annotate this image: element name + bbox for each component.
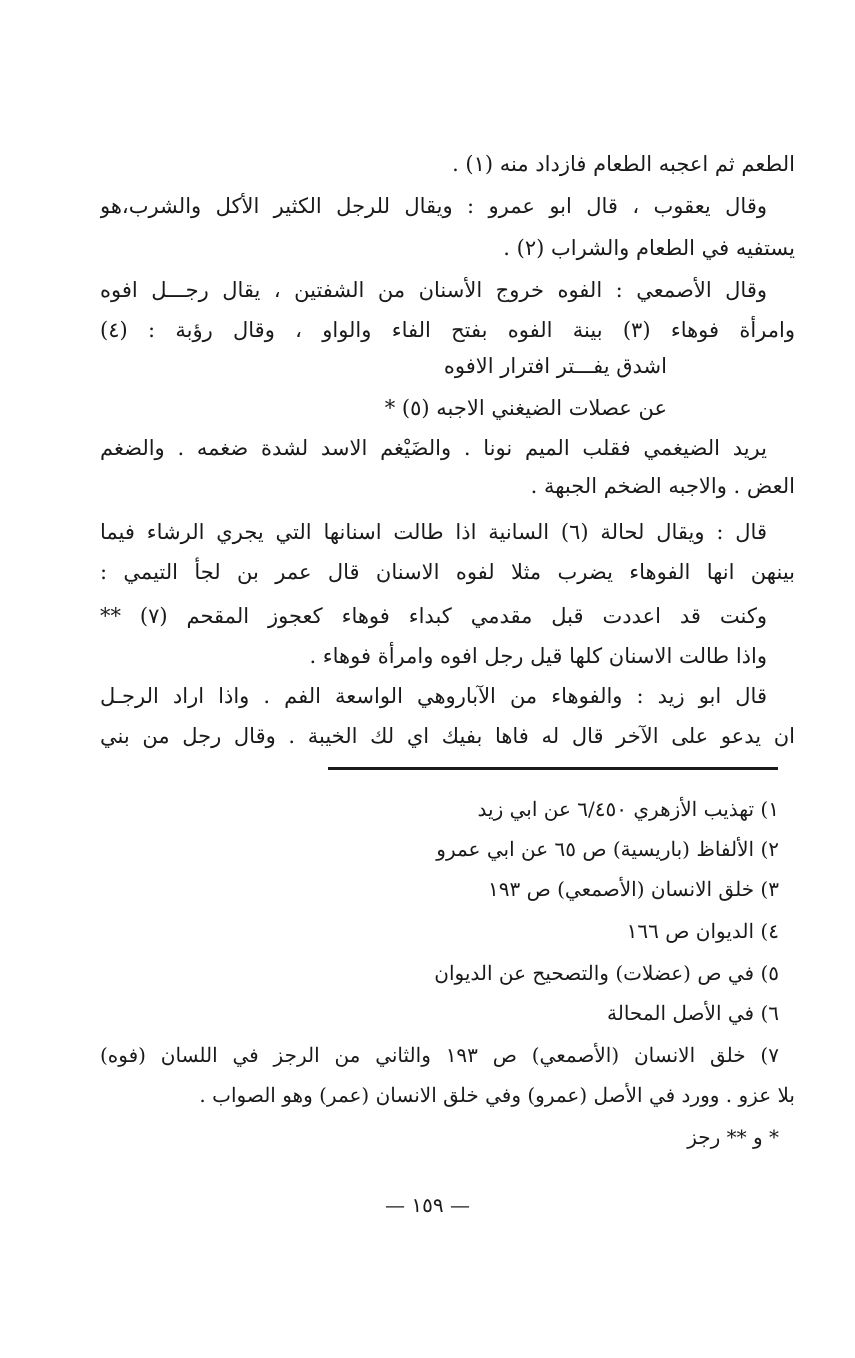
footnote: ١) تهذيب الأزهري ٦/٤٥٠ عن ابي زيد [477,797,779,821]
footnote-divider [328,767,778,770]
footnote: ٦) في الأصل المحالة [607,1001,779,1025]
footnote: ٧) خلق الانسان (الأصمعي) ص ١٩٣ والثاني من الرجز في اللسان (فوه) [100,1043,779,1067]
body-line: يريد الضيغمي فقلب الميم نونا . والضَيْغم الاسد لشدة ضغمه . والضغم [100,436,767,460]
footnote: ٥) في ص (عضلات) والتصحيح عن الديوان [434,961,779,985]
body-line: قال ابو زيد : والفوهاء من الآباروهي الواسعة الفم . واذا اراد الرجـل [100,684,767,708]
footnote: * و ** رجز [687,1125,779,1149]
footnote-continuation: بلا عزو . وورد في الأصل (عمرو) وفي خلق الانسان (عمر) وهو الصواب . [199,1083,795,1107]
body-line: ان يدعو على الآخر قال له فاها بفيك اي لك الخيبة . وقال رجل من بني [100,724,795,748]
body-line: العض . والاجبه الضخم الجبهة . [530,474,795,498]
body-line: وقال الأصمعي : الفوه خروج الأسنان من الشفتين ، يقال رجـــل افوه [100,278,767,302]
footnote: ٣) خلق الانسان (الأصمعي) ص ١٩٣ [487,877,779,901]
verse-line: اشدق يفـــتر افترار الافوه [443,354,667,378]
body-line: واذا طالت الاسنان كلها قيل رجل افوه وامرأة فوهاء . [309,644,767,668]
body-line: قال : ويقال لحالة (٦) السانية اذا طالت اسنانها التي يجري الرشاء فيما [100,520,767,544]
body-line: وامرأة فوهاء (٣) بينة الفوه بفتح الفاء والواو ، وقال رؤبة : (٤) [100,318,795,342]
verse-line: وكنت قد اعددت قبل مقدمي كبداء فوهاء كعجوز المقحم (٧) ** [100,604,767,628]
body-line: يستفيه في الطعام والشراب (٢) . [503,236,795,260]
body-line: بينهن انها الفوهاء يضرب مثلا لفوه الاسنان قال عمر بن لجأ التيمي : [100,560,795,584]
body-line: الطعم ثم اعجبه الطعام فازداد منه (١) . [452,152,795,176]
verse-line: عن عصلات الضيغني الاجبه (٥) * [384,396,667,420]
footnote: ٢) الألفاظ (باريسية) ص ٦٥ عن ابي عمرو [436,837,779,861]
footnote: ٤) الديوان ص ١٦٦ [626,919,779,943]
page-number: — ١٥٩ — [385,1193,470,1217]
body-line: وقال يعقوب ، قال ابو عمرو : ويقال للرجل الكثير الأكل والشرب،هو [100,194,767,218]
